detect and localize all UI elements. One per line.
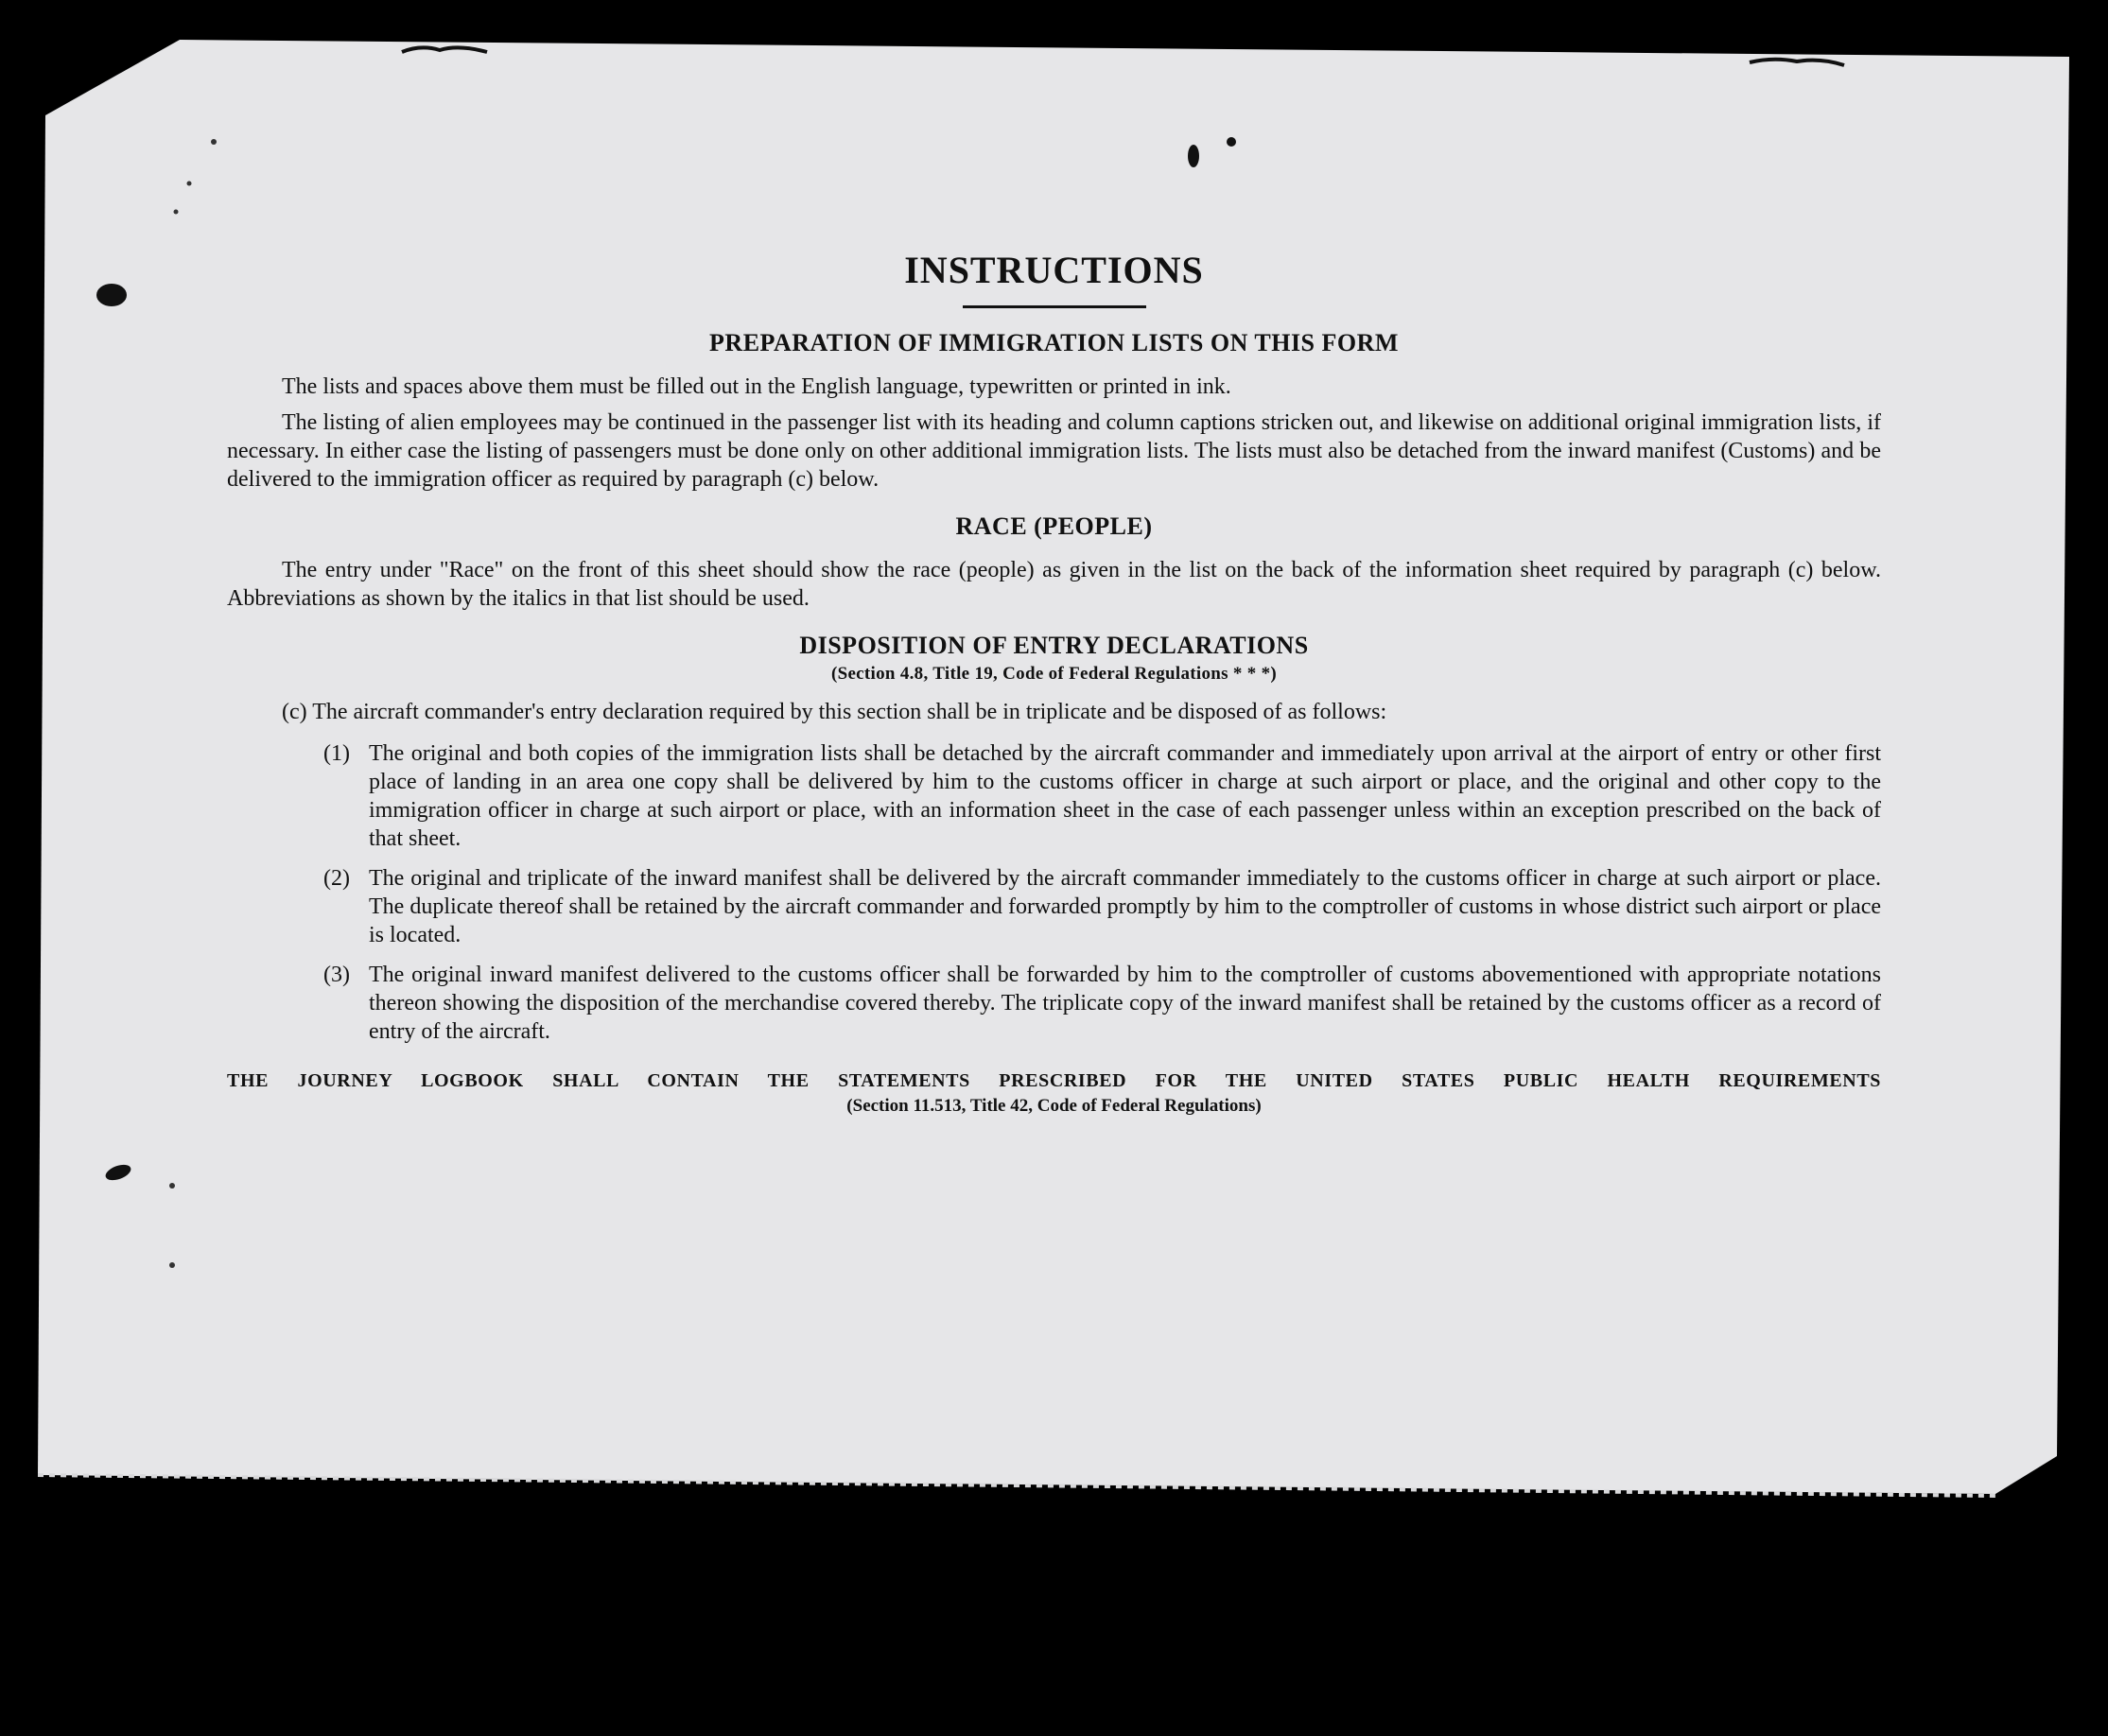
list-item xyxy=(323,739,1881,853)
list-item xyxy=(323,864,1881,949)
footer-citation: (Section 11.513, Title 42, Code of Federal Regulations) xyxy=(846,1096,1262,1116)
speck xyxy=(1227,137,1236,147)
item-number: (1) xyxy=(323,741,350,766)
ink-blot xyxy=(96,284,127,306)
section-heading-race: RACE (PEOPLE) xyxy=(955,512,1153,540)
lead-text: The aircraft commander's entry declaration required by this section shall be in triplicate and be disposed of as follows: xyxy=(312,700,1387,724)
paragraph: The entry under "Race" on the front of this sheet should show the race (people) as given in the list on the back of the information sheet required by paragraph (c) below. Abbreviations as shown by the italics in that list should be used. xyxy=(227,558,1881,611)
item-number: (3) xyxy=(323,963,350,987)
item-text: The original and triplicate of the inward manifest shall be delivered by the aircraft commander immediately to the customs officer in charge at such airport or place. The duplicate thereof shall be retained by the aircraft commander and forwarded promptly by him to the comptroller of customs in whose district such airport or place is located. xyxy=(369,866,1881,947)
ink-blot xyxy=(1188,145,1199,167)
page-title: INSTRUCTIONS xyxy=(904,249,1204,291)
footer-statement: THE JOURNEY LOGBOOK SHALL CONTAIN THE STATEMENTS PRESCRIBED FOR THE UNITED STATES PUBLIC HEALTH REQUIREMENTS xyxy=(227,1070,1881,1091)
speck xyxy=(169,1262,175,1268)
speck xyxy=(211,139,217,145)
paragraph: The listing of alien employees may be continued in the passenger list with its heading and column captions stricken out, and likewise on additional original immigration lists, if necessary. In either case the listing of passengers must be done only on other additional immigration lists. The lists must also be detached from the inward manifest (Customs) and be delivered to the immigration officer as required by paragraph (c) below. xyxy=(227,410,1881,492)
instructions-content xyxy=(227,236,1881,1117)
item-number: (2) xyxy=(323,866,350,891)
speck xyxy=(174,210,179,215)
section-heading-preparation: PREPARATION OF IMMIGRATION LISTS ON THIS FORM xyxy=(709,329,1399,356)
lead-label: (c) xyxy=(282,700,307,724)
item-text: The original inward manifest delivered to the customs officer shall be forwarded by him to the comptroller of customs abovementioned with appropriate notations thereon showing the disposition of the merchandise covered thereby. The triplicate copy of the inward manifest shall be retained by the customs officer as a record of entry of the aircraft. xyxy=(369,963,1881,1044)
item-text: The original and both copies of the immigration lists shall be detached by the aircraft commander and immediately upon arrival at the airport of entry or other first place of landing in an area one copy shall be delivered by him to the customs officer in charge at such airport or place, and the original and other copy to the immigration officer in charge at such airport or place, with an information sheet in the case of each passenger unless within an exception prescribed on the back of that sheet. xyxy=(369,741,1881,851)
speck xyxy=(187,182,192,186)
section-citation: (Section 4.8, Title 19, Code of Federal Regulations * * *) xyxy=(830,664,1278,684)
disposition-lead xyxy=(227,698,1881,726)
section-heading-disposition: DISPOSITION OF ENTRY DECLARATIONS xyxy=(799,632,1309,659)
list-item xyxy=(323,961,1881,1046)
paragraph: The lists and spaces above them must be filled out in the English language, typewritten or printed in ink. xyxy=(282,374,1231,399)
speck xyxy=(169,1183,175,1189)
title-underline xyxy=(963,305,1146,308)
